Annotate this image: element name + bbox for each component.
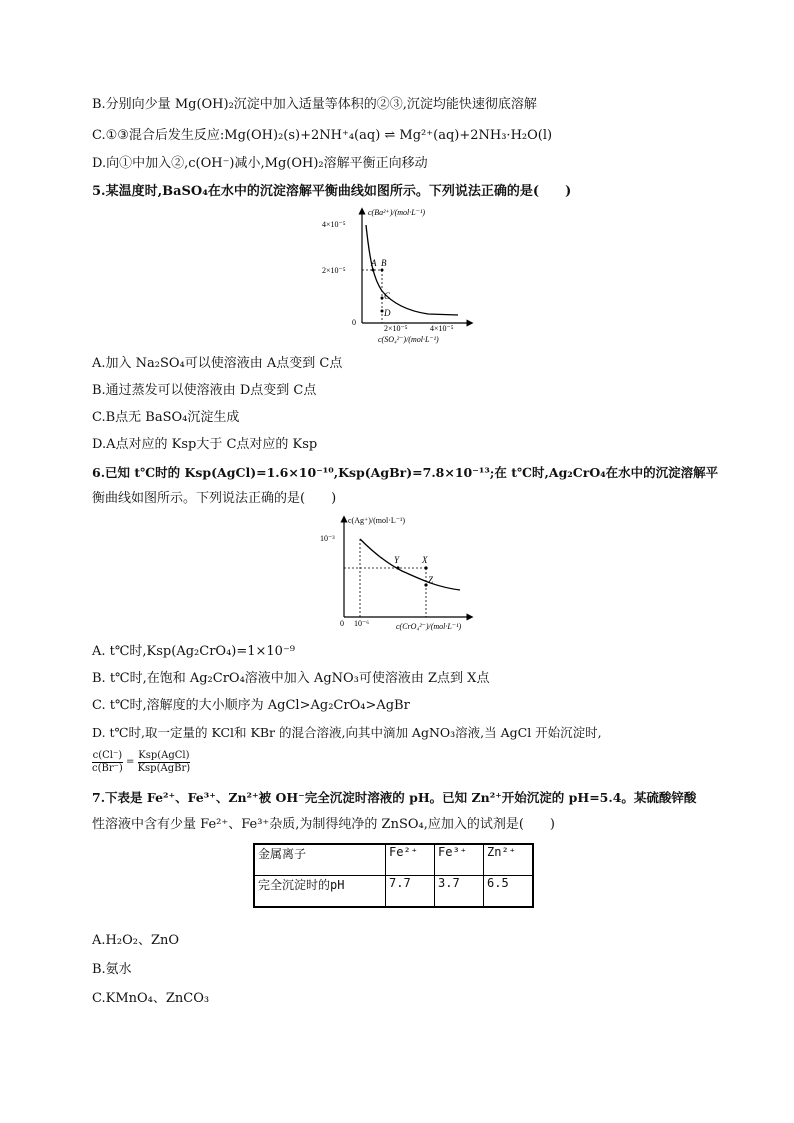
q6-stem-line2: 衡曲线如图所示。下列说法正确的是( )	[92, 491, 337, 506]
q6-frac-left-den: c(Br⁻)	[92, 763, 123, 774]
q6-frac-right-num: Ksp(AgCl)	[138, 750, 190, 761]
q6-fraction-formula	[92, 750, 190, 775]
q6-option-d: D. t℃时,取一定量的 KCl和 KBr 的混合溶液,向其中滴加 AgNO₃溶液,当 AgCl 开始沉淀时,	[92, 725, 602, 740]
q6-origin: 0	[340, 619, 344, 628]
q4-option-b: B.分别向少量 Mg(OH)₂沉淀中加入适量等体积的②③,沉淀均能快速彻底溶解	[92, 97, 537, 112]
q6-option-b: B. t℃时,在饱和 Ag₂CrO₄溶液中加入 AgNO₃可使溶液由 Z点到 X点	[92, 671, 490, 686]
q5-x-label: c(SO₄²⁻)/(mol·L⁻¹)	[378, 335, 439, 344]
table-cell: 完全沉淀时的pH	[254, 876, 386, 908]
q5-label-a: A	[371, 258, 377, 268]
q6-frac-left-num: c(Cl⁻)	[92, 750, 123, 761]
q6-point-x	[424, 566, 427, 569]
q6-curve	[360, 539, 460, 590]
q6-y-tick: 10⁻³	[320, 534, 335, 543]
q6-figure	[310, 513, 478, 637]
q7-stem-line2: 性溶液中含有少量 Fe²⁺、Fe³⁺杂质,为制得纯净的 ZnSO₄,应加入的试剂是( )	[92, 817, 556, 832]
table-cell: 3.7	[435, 876, 484, 908]
q5-option-d: D.A点对应的 Ksp大于 C点对应的 Ksp	[92, 437, 318, 452]
q5-label-d: D	[384, 308, 391, 318]
table-cell: Zn²⁺	[484, 844, 534, 876]
q6-option-a: A. t℃时,Ksp(Ag₂CrO₄)=1×10⁻⁹	[92, 644, 296, 659]
q6-label-z: Z	[428, 575, 434, 585]
table-row	[254, 844, 533, 876]
q7-stem-line1: 7.下表是 Fe²⁺、Fe³⁺、Zn²⁺被 OH⁻完全沉淀时溶液的 pH。已知 Zn²⁺开始沉淀的 pH=5.4。某硫酸锌酸	[92, 790, 697, 805]
q7-option-c: C.KMnO₄、ZnCO₃	[92, 991, 210, 1006]
q6-y-label: c(Ag⁺)/(mol·L⁻¹)	[348, 516, 406, 525]
q5-y-tick-2: 2×10⁻⁵	[322, 266, 346, 275]
q6-x-label: c(CrO₄²⁻)/(mol·L⁻¹)	[396, 622, 462, 631]
q4-option-d: D.向①中加入②,c(OH⁻)减小,Mg(OH)₂溶解平衡正向移动	[92, 156, 428, 171]
q6-option-c: C. t℃时,溶解度的大小顺序为 AgCl>Ag₂CrO₄>AgBr	[92, 698, 410, 713]
q7-option-a: A.H₂O₂、ZnO	[92, 933, 180, 948]
q5-x-tick-2: 2×10⁻⁵	[384, 324, 408, 333]
q5-origin: 0	[352, 318, 356, 327]
table-cell: 金属离子	[254, 844, 386, 876]
q5-label-b: B	[381, 258, 387, 268]
q5-option-b: B.通过蒸发可以使溶液由 D点变到 C点	[92, 383, 317, 398]
q5-point-b	[381, 269, 384, 272]
q6-x-tick: 10⁻⁶	[354, 619, 370, 628]
q5-label-c: C	[384, 291, 391, 301]
table-cell: 6.5	[484, 876, 534, 908]
q5-figure	[318, 203, 478, 345]
q6-stem-line1: 6.已知 t℃时的 Ksp(AgCl)=1.6×10⁻¹⁰,Ksp(AgBr)=7.8×10⁻¹³;在 t℃时,Ag₂CrO₄在水中的沉淀溶解平	[92, 465, 719, 480]
q5-stem: 5.某温度时,BaSO₄在水中的沉淀溶解平衡曲线如图所示。下列说法正确的是( )	[92, 184, 572, 199]
table-row	[254, 876, 533, 908]
q5-option-c: C.B点无 BaSO₄沉淀生成	[92, 410, 240, 425]
q6-label-y: Y	[394, 555, 400, 565]
q5-option-a: A.加入 Na₂SO₄可以使溶液由 A点变到 C点	[92, 356, 343, 371]
q5-x-tick-4: 4×10⁻⁵	[430, 324, 454, 333]
q5-y-label: c(Ba²⁺)/(mol·L⁻¹)	[368, 208, 426, 217]
q6-point-y	[396, 566, 399, 569]
q7-ph-table	[253, 843, 534, 908]
table-cell: Fe³⁺	[435, 844, 484, 876]
table-cell: 7.7	[386, 876, 435, 908]
q4-option-c: C.①③混合后发生反应:Mg(OH)₂(s)+2NH⁺₄(aq) ⇌ Mg²⁺(aq)+2NH₃·H₂O(l)	[92, 128, 553, 143]
q6-frac-right-den: Ksp(AgBr)	[137, 763, 191, 774]
q6-label-x: X	[422, 555, 428, 565]
q5-y-tick-4: 4×10⁻⁵	[322, 220, 346, 229]
table-cell: Fe²⁺	[386, 844, 435, 876]
q5-point-a	[372, 269, 375, 272]
q7-option-b: B.氨水	[92, 962, 132, 977]
q6-frac-equals: =	[126, 756, 135, 768]
